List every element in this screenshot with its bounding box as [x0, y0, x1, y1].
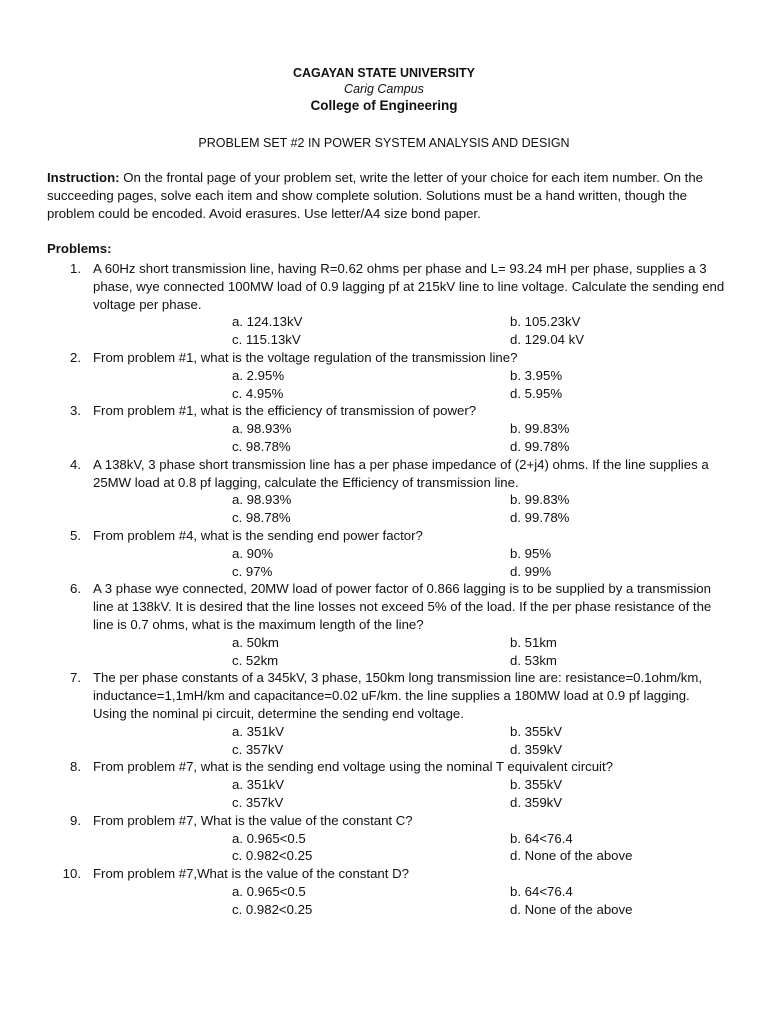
- problem-item: [47, 260, 727, 349]
- choice-a: a. 0.965<0.5: [232, 830, 306, 846]
- problem-number: 3.: [70, 403, 81, 419]
- answer-choices: [93, 313, 727, 349]
- problem-text: From problem #4, what is the sending end power factor?: [93, 527, 423, 543]
- problem-number: 10.: [62, 866, 81, 882]
- choice-b: b. 99.83%: [510, 492, 570, 508]
- problem-text: The per phase constants of a 345kV, 3 phase, 150km long transmission line are: resistance=0.1ohm/km, inductance=1,1mH/km and capacitance=0.02 uF/km. the line supplies a 180MW load at 0.9 pf lagging. Using the nominal pi circuit, determine the sending end voltage.: [93, 670, 703, 721]
- instruction-paragraph: [47, 169, 727, 223]
- problem-item: [47, 580, 727, 669]
- choice-a: a. 0.965<0.5: [232, 883, 306, 899]
- choice-c: c. 115.13kV: [232, 332, 301, 348]
- choice-c: c. 4.95%: [232, 385, 284, 401]
- problem-number: 1.: [70, 261, 81, 276]
- problem-set-title: PROBLEM SET #2 IN POWER SYSTEM ANALYSIS AND DESIGN: [198, 136, 570, 150]
- choice-d: d. None of the above: [510, 848, 633, 864]
- choice-b: b. 51km: [510, 634, 557, 650]
- choice-a: a. 2.95%: [232, 367, 285, 383]
- choice-a: a. 50km: [232, 634, 279, 650]
- problem-item: [47, 402, 727, 455]
- choice-b: b. 105.23kV: [510, 314, 581, 330]
- university-name: CAGAYAN STATE UNIVERSITY: [293, 66, 475, 80]
- instruction-text: On the frontal page of your problem set, write the letter of your choice for each item number. On the succeeding pages, solve each item and show complete solution. Solutions must be a hand written, though the problem could be encoded. Avoid erasures. Use letter/A4 size bond paper.: [47, 170, 704, 221]
- problem-text: From problem #7, What is the value of the constant C?: [93, 812, 413, 828]
- choice-c: c. 0.982<0.25: [232, 901, 313, 917]
- instruction-label: Instruction:: [47, 170, 120, 185]
- choice-c: c. 0.982<0.25: [232, 848, 313, 864]
- choice-d: d. 5.95%: [510, 385, 563, 401]
- choice-b: b. 3.95%: [510, 367, 563, 383]
- choice-c: c. 97%: [232, 563, 273, 579]
- problem-text: A 3 phase wye connected, 20MW load of power factor of 0.866 lagging is to be supplied by a transmission line at 138kV. It is desired that the line losses not exceed 5% of the load. If the per phase resistance of the line is 0.7 ohms, what is the maximum length of the line?: [93, 581, 712, 632]
- problem-item: [47, 812, 727, 865]
- answer-choices: [93, 420, 727, 456]
- answer-choices: [93, 545, 727, 581]
- answer-choices: [93, 634, 727, 670]
- problem-number: 6.: [70, 581, 81, 597]
- problem-item: [47, 758, 727, 811]
- choice-b: b. 64<76.4: [510, 883, 573, 899]
- problem-list: [47, 260, 727, 918]
- campus-name: Carig Campus: [344, 82, 424, 96]
- problem-text: A 138kV, 3 phase short transmission line has a per phase impedance of (2+j4) ohms. If the line supplies a 25MW load at 0.8 pf lagging, calculate the Efficiency of transmission line.: [93, 456, 709, 490]
- problem-number: 9.: [70, 812, 81, 828]
- choice-d: d. 99.78%: [510, 438, 570, 454]
- choice-d: d. 99.78%: [510, 510, 570, 526]
- choice-d: d. 99%: [510, 563, 552, 579]
- problem-text: From problem #7, what is the sending end voltage using the nominal T equivalent circuit?: [93, 759, 613, 775]
- problem-number: 8.: [70, 759, 81, 775]
- choice-a: a. 98.93%: [232, 421, 292, 437]
- choice-a: a. 124.13kV: [232, 314, 303, 330]
- choice-a: a. 351kV: [232, 723, 285, 739]
- answer-choices: [93, 776, 727, 812]
- problem-item: [47, 349, 727, 402]
- college-name: College of Engineering: [310, 98, 458, 113]
- problem-number: 5.: [70, 527, 81, 543]
- choice-d: d. 129.04 kV: [510, 332, 585, 348]
- choice-b: b. 64<76.4: [510, 830, 573, 846]
- problem-item: [47, 669, 727, 758]
- choice-a: a. 90%: [232, 545, 274, 561]
- choice-c: c. 98.78%: [232, 510, 291, 526]
- choice-c: c. 357kV: [232, 794, 284, 810]
- answer-choices: [93, 723, 727, 759]
- answer-choices: [93, 883, 727, 919]
- choice-d: d. 359kV: [510, 794, 563, 810]
- choice-b: b. 95%: [510, 545, 552, 561]
- problem-number: 7.: [70, 670, 81, 686]
- choice-d: d. 359kV: [510, 741, 563, 757]
- answer-choices: [93, 830, 727, 866]
- choice-c: c. 52km: [232, 652, 279, 668]
- choice-c: c. 98.78%: [232, 438, 291, 454]
- problem-item: [47, 527, 727, 580]
- problem-item: [47, 865, 727, 918]
- problem-text: From problem #1, what is the voltage regulation of the transmission line?: [93, 349, 518, 365]
- choice-d: d. None of the above: [510, 901, 633, 917]
- choice-b: b. 355kV: [510, 723, 563, 739]
- choice-b: b. 355kV: [510, 777, 563, 793]
- answer-choices: [93, 491, 727, 527]
- problems-heading: Problems:: [47, 241, 112, 256]
- choice-a: a. 351kV: [232, 777, 285, 793]
- problem-number: 4.: [70, 456, 81, 472]
- choice-a: a. 98.93%: [232, 492, 292, 508]
- answer-choices: [93, 367, 727, 403]
- problem-text: From problem #7,What is the value of the constant D?: [93, 866, 409, 882]
- choice-b: b. 99.83%: [510, 421, 570, 437]
- problem-text: From problem #1, what is the efficiency of transmission of power?: [93, 403, 477, 419]
- problem-item: [47, 456, 727, 527]
- choice-c: c. 357kV: [232, 741, 284, 757]
- problem-number: 2.: [70, 349, 81, 365]
- problem-text: A 60Hz short transmission line, having R=0.62 ohms per phase and L= 93.24 mH per phase, supplies a 3 phase, wye connected 100MW load of 0.9 lagging pf at 215kV line to line voltage. Calculate the sending end voltage per phase.: [93, 261, 725, 312]
- choice-d: d. 53km: [510, 652, 557, 668]
